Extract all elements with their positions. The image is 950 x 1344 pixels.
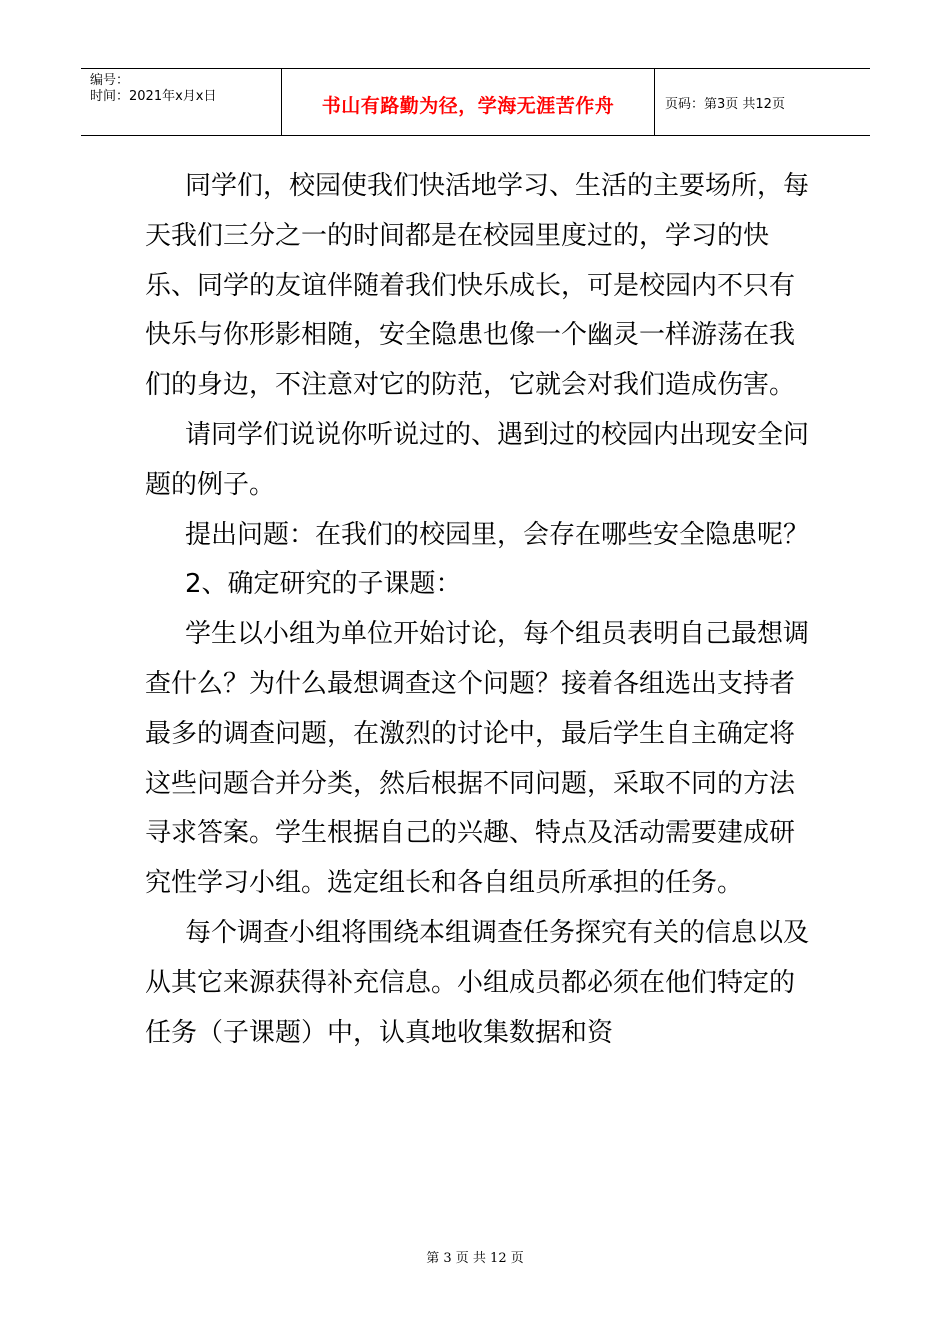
page-footer: 第 3 页 共 12 页 [426,1251,524,1266]
body-paragraph: 请同学们说说你听说过的、遇到过的校园内出现安全问题的例子。 [145,419,810,500]
document-number-label: 编号： [90,73,130,88]
body-paragraph: 学生以小组为单位开始讨论，每个组员表明自己最想调查什么？为什么最想调查这个问题？接着各组选出支持者最多的调查问题，在激烈的讨论中，最后学生自主确定将这些问题合并分类，然后根据不同问题，采取不同的方法寻求答案。学生根据自己的兴趣、特点及活动需要建成研究性学习小组。选定组长和各自组员所承担的任务。 [145,619,810,899]
header-motto: 书山有路勤为径，学海无涯苦作舟 [321,94,615,117]
header-motto-cell [282,69,655,135]
section-heading: 2、确定研究的子课题： [185,569,462,600]
body-paragraph: 同学们，校园使我们快活地学习、生活的主要场所，每天我们三分之一的时间都是在校园里度过的，学习的快乐、同学的友谊伴随着我们快乐成长，可是校园内不只有快乐与你形影相随，安全隐患也像一个幽灵一样游荡在我们的身边，不注意对它的防范，它就会对我们造成伤害。 [145,171,810,401]
header-page-cell [655,69,870,135]
header-page-info: 页码：第3页 共12页 [665,96,785,112]
document-body [145,162,815,1058]
body-paragraph: 提出问题：在我们的校园里，会存在哪些安全隐患呢？ [185,519,810,550]
page-header [81,68,870,136]
body-paragraph: 每个调查小组将围绕本组调查任务探究有关的信息以及从其它来源获得补充信息。小组成员都必须在他们特定的任务（子课题）中，认真地收集数据和资 [145,917,810,1048]
header-meta-cell [81,69,282,135]
document-time-label: 时间：2021年x月x日 [90,89,217,104]
